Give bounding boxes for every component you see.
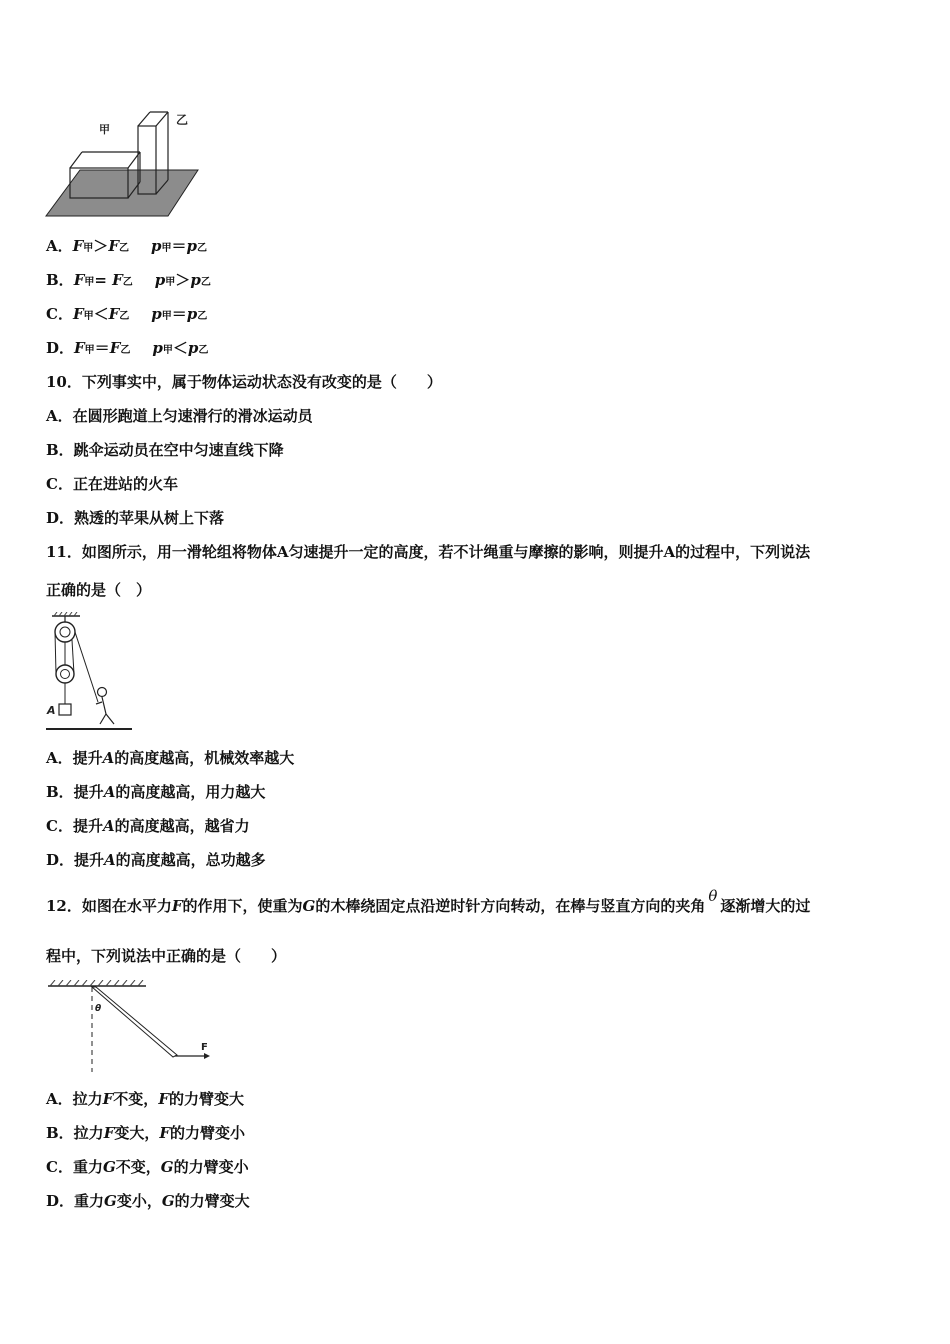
q9-label-jia: 甲 (99, 123, 110, 136)
q12-option-d: D．重力G变小，G的力臂变大 (46, 1192, 250, 1210)
q11-option-b: B．提升A的高度越高，用力越大 (46, 783, 266, 801)
q11-stem-line1: 11．如图所示，用一滑轮组将物体A匀速提升一定的高度，若不计绳重与摩擦的影响，则提升A的过程中，下列说法 (46, 543, 811, 561)
q9-option-d: D．F甲＝F乙 p甲＜p乙 (46, 339, 209, 357)
q12-option-c: C．重力G不变，G的力臂变小 (46, 1158, 249, 1176)
q10-stem: 10．下列事实中，属于物体运动状态没有改变的是（ ） (46, 373, 442, 391)
q12-stem-line1: 12．如图在水平力F的作用下，使重为G的木棒绕固定点沿逆时针方向转动，在棒与竖直方向的夹角θ逐渐增大的过 (46, 887, 811, 915)
q11-pulley-figure (44, 612, 136, 736)
q10-option-c: C．正在进站的火车 (46, 475, 178, 493)
q10-option-b: B．跳伞运动员在空中匀速直线下降 (46, 441, 284, 459)
q9-option-a: A．F甲＞F乙 p甲＝p乙 (46, 237, 207, 255)
q9-option-b: B．F甲= F乙 p甲＞p乙 (46, 271, 211, 289)
q12-lever-figure (44, 980, 214, 1076)
q11-option-c: C．提升A的高度越高，越省力 (46, 817, 250, 835)
q12-option-a: A．拉力F不变，F的力臂变大 (46, 1090, 244, 1108)
q12-theta-symbol: θ (708, 887, 718, 905)
q11-option-a: A．提升A的高度越高，机械效率越大 (46, 749, 295, 767)
q11-label-a: A (47, 704, 56, 717)
q12-option-b: B．拉力F变大，F的力臂变小 (46, 1124, 246, 1142)
q11-option-d: D．提升A的高度越高，总功越多 (46, 851, 266, 869)
q9-figure (42, 108, 202, 220)
q12-figure-force-label: F (201, 1042, 208, 1053)
q10-option-d: D．熟透的苹果从树上下落 (46, 509, 225, 527)
q10-option-a: A．在圆形跑道上匀速滑行的滑冰运动员 (46, 407, 313, 425)
q12-stem-line2: 程中，下列说法中正确的是（ ） (46, 947, 287, 965)
q11-stem-line2: 正确的是（ ） (46, 581, 152, 599)
q9-option-c: C．F甲＜F乙 p甲＝p乙 (46, 305, 208, 323)
q12-figure-theta: θ (95, 1004, 102, 1014)
q9-label-yi: 乙 (176, 113, 189, 127)
